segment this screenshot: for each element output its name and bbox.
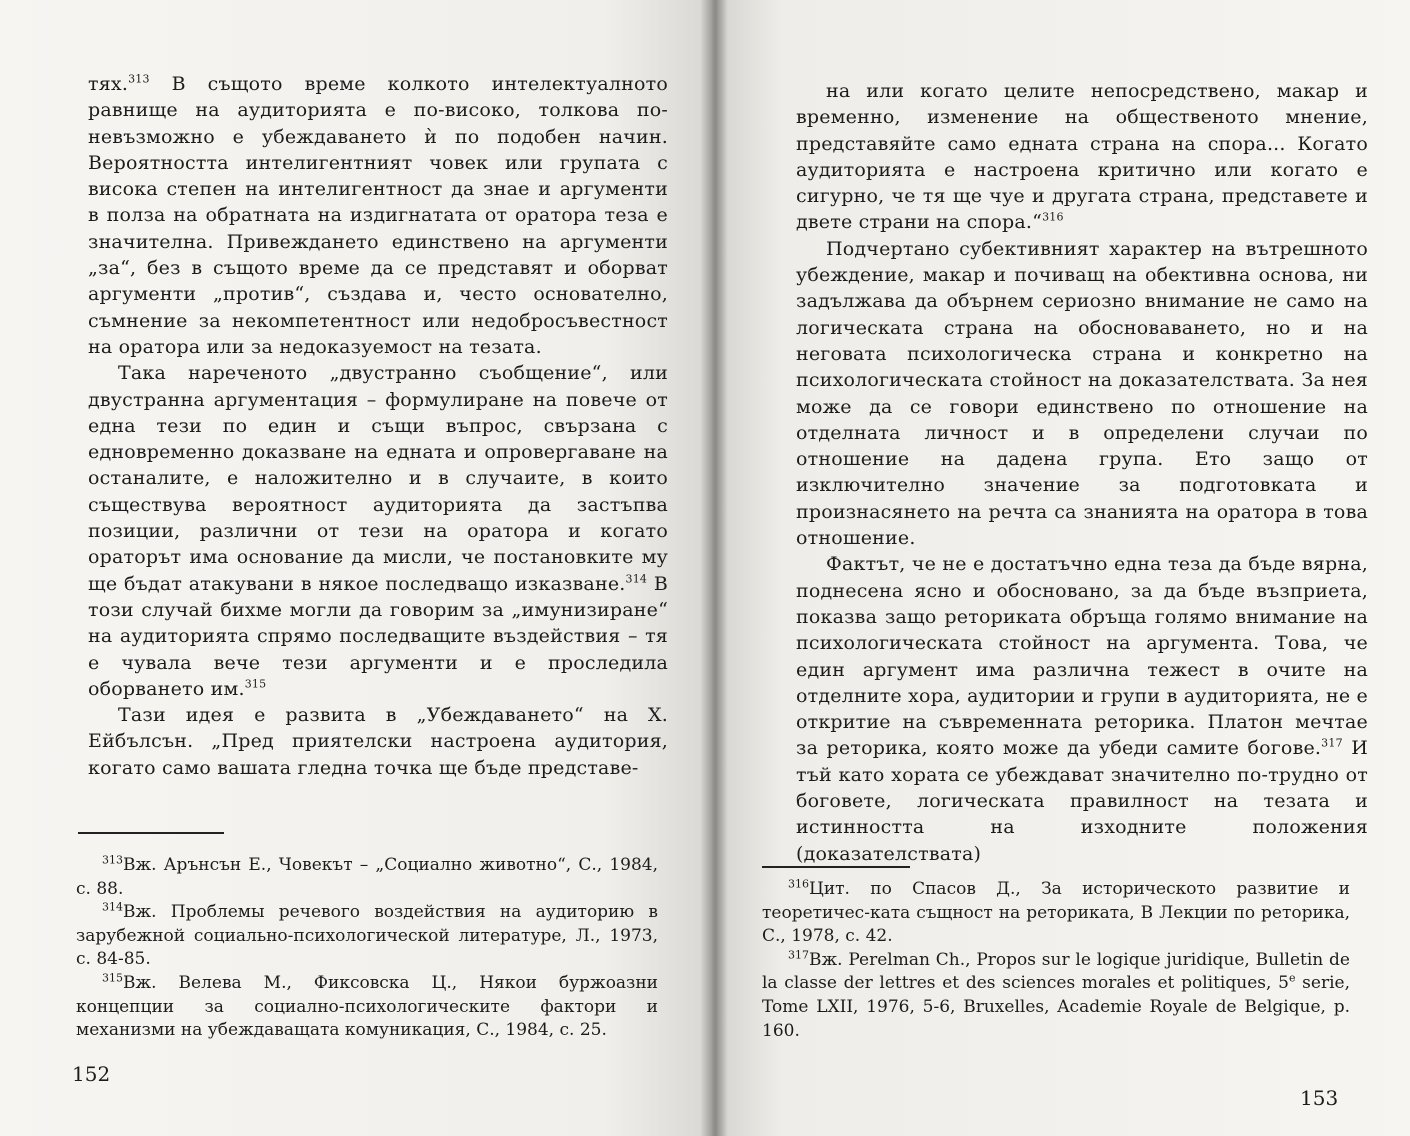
right-body-text — [796, 78, 1368, 867]
page-number-right: 153 — [1300, 1086, 1339, 1110]
text-segment: на или когато целите непосредствено, макар и временно, изменение на общественото мнение, представяйте само едната страна на спора... Когато аудиторията е настроена критично или когато е сигурно, че тя ще чуе и другата страна, представете и двете страни на спора.“ — [796, 80, 1368, 234]
paragraph — [796, 78, 1368, 236]
paragraph — [88, 702, 668, 781]
paragraph — [88, 360, 668, 702]
footnote — [76, 972, 658, 1043]
footnote-reference: 314 — [625, 572, 648, 586]
footnote — [762, 878, 1350, 949]
left-footnotes — [76, 854, 658, 1043]
text-segment: В същото време колкото интелектуалното равнище на аудиторията е по-високо, толкова по-невъзможно е убеждаването ѝ по подобен начин. Вероятността интелигентният човек или групата с висока степен на интелигентност да знае и аргументи в полза на обратната на издигнатата от оратора теза е значителна. Привеждането единствено на аргументи „за“, без в същото време да се представят и оборват аргументи „против“, създава и, често основателно, съмнение за некомпетентност или недобросъвестност на оратора или за недоказуемост на тезата. — [88, 73, 668, 358]
footnote — [76, 854, 658, 901]
footnote-text: Вж. Велева М., Фиксовска Ц., Някои буржоазни концепции за социално-психологическите фактори и механизми на убеждаващата комуникация, С., 1984, с. 25. — [76, 972, 658, 1041]
footnote-text: Вж. Арънсън Е., Човекът – „Социално животно“, С., 1984, с. 88. — [76, 855, 658, 899]
footnote-reference: 313 — [128, 72, 150, 86]
footnote-number: 313 — [102, 853, 123, 867]
text-segment: В този случай бихме могли да говорим за „имунизиране“ на аудиторията спрямо последващите въздействия – тя е чувала вече тези аргументи и е проследила оборването им. — [88, 572, 668, 700]
footnote-text: Цит. по Спасов Д., За историческото развитие и теоретичес-ката същност на реториката, В Лекции по реторика, С., 1978, с. 42. — [762, 879, 1350, 947]
footnote-number: 315 — [102, 971, 123, 985]
footnote-number: 314 — [102, 900, 123, 914]
footnote-reference: 315 — [244, 677, 267, 691]
footnote-number: 316 — [788, 877, 809, 891]
footnote — [76, 901, 658, 972]
paragraph — [796, 551, 1368, 867]
text-segment: И тъй като хората се убеждават значително по-трудно от боговете, логическата правилност на тезата и истинността на изходните положения (доказателствата) — [796, 737, 1369, 865]
footnote-reference: e — [1288, 971, 1296, 985]
footnote-separator — [762, 866, 910, 868]
text-segment: Подчертано субективният характер на вътрешното убеждение, макар и почиващ на обективна основа, ни задължава да обърнем сериозно внимание не само на логическата страна на обосноваването, но и на неговата психологическа страна и конкретно на психологическата стойност на доказателствата. За нея може да се говори единствено по отношение на отделната личност и в определени случаи по отношение на дадена група. Ето защо от изключително значение за подготовката и произнасянето на речта са знанията на оратора в това отношение. — [796, 237, 1368, 550]
footnote-reference: 317 — [1321, 737, 1343, 751]
text-segment: Фактът, че не е достатъчно една теза да бъде вярна, поднесена ясно и обосновано, за да бъде възприета, показва защо реториката обръща голямо внимание на психологическата стойност на аргумента. Това, че един аргумент има различна тежест в очите на отделните хора, аудитории и групи в аудиторията, не е откритие на съвременната реторика. Платон мечтае за реторика, която може да убеди самите богове. — [796, 553, 1368, 760]
text-segment: тях. — [88, 73, 129, 95]
page-number-left: 152 — [72, 1062, 111, 1086]
book-gutter-shadow — [700, 0, 728, 1136]
paragraph — [796, 236, 1368, 552]
paragraph — [88, 71, 668, 360]
text-segment: Тази идея е развита в „Убеждаването“ на Х. Ейбълсън. „Пред приятелски настроена аудитория, когато само вашата гледна точка ще бъде представе- — [88, 704, 668, 779]
footnote-reference: 316 — [1042, 211, 1064, 225]
left-body-text — [88, 71, 668, 781]
right-footnotes — [762, 878, 1350, 1043]
text-segment: Така нареченото „двустранно съобщение“, или двустранна аргументация – формулиране на повече от една тези по един и същи въпрос, свързана с едновременно доказване на едната и опровергаване на останалите, е наложително и в случаите, в които съществува вероятност аудиторията да застъпва позиции, различни от тези на оратора и когато ораторът има основание да мисли, че постановките му ще бъдат атакувани в някое последващо изказване. — [88, 362, 668, 595]
text-segment: serie, Tome LXII, 1976, 5-6, Bruxelles, Academie Royale de Belgique, p. 160. — [762, 973, 1350, 1041]
footnote — [762, 949, 1350, 1043]
right-page — [712, 0, 1410, 1136]
text-segment: Вж. Perelman Ch., Propos sur le logique juridique, Bulletin de la classe der lettres et des sciences morales et politiques, 5 — [762, 949, 1350, 994]
footnote-text: Вж. Проблемы речевого воздействия на аудиторию в зарубежной социально-психологической литературе, Л., 1973, с. 84-85. — [76, 902, 658, 970]
footnote-separator — [78, 832, 224, 834]
footnote-number: 317 — [788, 948, 809, 962]
